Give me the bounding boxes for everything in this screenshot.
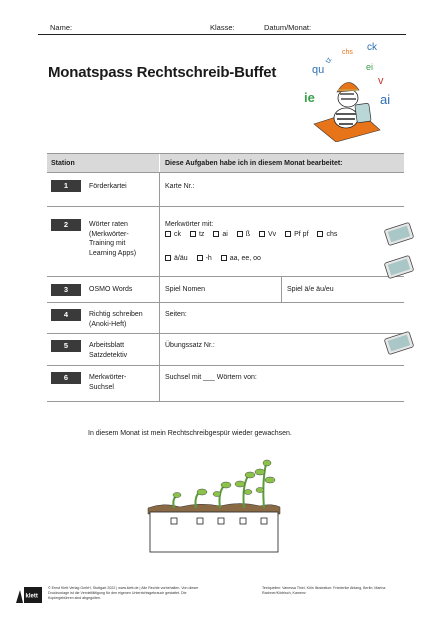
- letter-ai: ai: [380, 92, 391, 107]
- date-label: Datum/Monat:: [264, 23, 312, 32]
- checkbox-group-1: [165, 231, 344, 238]
- table-row-1: [47, 173, 404, 207]
- checkbox-ae-aeu[interactable]: ä/äu: [165, 255, 188, 262]
- station-name: OSMO Words: [89, 286, 133, 293]
- tablet-icon: [382, 331, 416, 355]
- growing-plants-illustration: [144, 452, 284, 562]
- task-text: Übungssatz Nr.:: [165, 342, 215, 349]
- station-name: Merkwörter- Suchsel: [89, 374, 127, 391]
- letter-ck: ck: [367, 42, 377, 53]
- task-text: Spiel Nomen: [165, 286, 206, 293]
- station-number: 3: [51, 284, 81, 296]
- table-row-5: [47, 334, 404, 366]
- task-text: Karte Nr.:: [165, 183, 195, 190]
- letter-ei: ei: [366, 62, 374, 72]
- station-number: 1: [51, 180, 81, 192]
- class-label: Klasse:: [210, 23, 235, 32]
- tablet-icon: [382, 222, 416, 246]
- letter-tz: tz: [324, 56, 334, 65]
- checkbox-ai[interactable]: ai: [213, 231, 227, 238]
- station-number: 2: [51, 219, 81, 231]
- task-text: Suchsel mit ___ Wörtern von:: [165, 374, 257, 381]
- footer-copyright: © Ernst Klett Verlag GmbH, Stuttgart 2022 | www.klett.de | Alle Rechte vorbehalten. Von dieser Druckvorlage ist die Vervielfältigung für den eigenen Unterrichtsgebrauch gestattet. Die Kopiergebühren sind abgegolten.: [48, 586, 199, 600]
- klett-logo: [14, 584, 44, 606]
- table-row-6: [47, 366, 404, 402]
- col-tasks-header: Diese Aufgaben habe ich in diesem Monat bearbeitet:: [165, 160, 343, 167]
- letter-ie: ie: [304, 90, 315, 105]
- table-row-2: [47, 207, 404, 277]
- checkbox-pf[interactable]: Pf pf: [285, 231, 308, 238]
- checkbox-double-vowels[interactable]: aa, ee, oo: [221, 255, 261, 262]
- closing-text: In diesem Monat ist mein Rechtschreibgespür wieder gewachsen.: [88, 430, 292, 437]
- name-label: Name:: [50, 23, 73, 32]
- checkbox-sz[interactable]: ß: [237, 231, 250, 238]
- footer: [14, 584, 414, 612]
- letter-v: v: [378, 75, 384, 87]
- checkbox-ck[interactable]: ck: [165, 231, 181, 238]
- table-header: [47, 153, 404, 173]
- checkbox-h[interactable]: -h: [197, 255, 212, 262]
- checkbox-group-2: [165, 255, 268, 262]
- col-station-header: Station: [51, 160, 75, 167]
- checkbox-tz[interactable]: tz: [190, 231, 204, 238]
- station-number: 4: [51, 309, 81, 321]
- svg-text:klett: klett: [25, 593, 38, 600]
- letter-qu: qu: [312, 64, 325, 76]
- station-name: Wörter raten (Merkwörter- Training mit Learning Apps): [89, 221, 137, 257]
- task-text-2: Spiel ä/e äu/eu: [287, 286, 334, 293]
- station-table: [47, 153, 404, 402]
- checkbox-vv[interactable]: Vv: [259, 231, 276, 238]
- station-number: 6: [51, 372, 81, 384]
- tablet-icon: [382, 255, 416, 279]
- task-text: Merkwörter mit:: [165, 221, 214, 228]
- footer-credits: Textquellen: Vanessa Thiel, Köln Illustration: Friederike Ablang, Berlin; Marina Rachner/Körbisch, Kamenz: [262, 586, 386, 595]
- station-name: Förderkartei: [89, 183, 127, 190]
- page-title: Monatspass Rechtschreib-Buffet: [48, 64, 277, 81]
- header-line: [38, 19, 406, 35]
- task-text: Seiten:: [165, 311, 187, 318]
- checkbox-chs[interactable]: chs: [317, 231, 337, 238]
- station-number: 5: [51, 340, 81, 352]
- zebra-mascot-illustration: [296, 38, 406, 142]
- table-row-3: [47, 277, 404, 303]
- station-name: Arbeitsblatt Satzdetektiv: [89, 342, 128, 359]
- table-row-4: [47, 303, 404, 334]
- station-name: Richtig schreiben (Anoki-Heft): [89, 311, 143, 328]
- letter-chs: chs: [342, 49, 353, 56]
